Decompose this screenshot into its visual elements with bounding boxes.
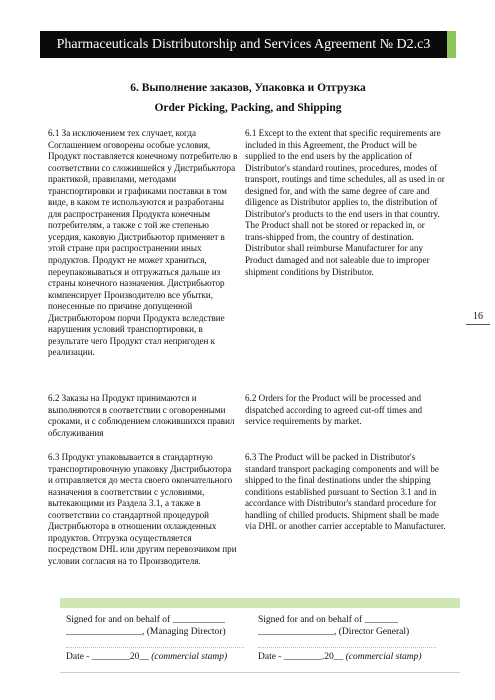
- signature-right-line1: Signed for and on behalf of _______: [258, 615, 398, 625]
- signature-right-line2: ________________, (Director General): [258, 627, 410, 637]
- paragraph-6-2-ru: 6.2 Заказы на Продукт принимаются и выполняются в соответствии с оговоренными сроками, и с соблюдением сложившихся правил обслуживания: [48, 393, 235, 438]
- signature-left-line1: Signed for and on behalf of ___________: [66, 615, 225, 625]
- section-title-ru: 6. Выполнение заказов, Упаковка и Отгрузка: [130, 82, 366, 94]
- divider-left: [66, 647, 244, 648]
- signature-right: [258, 614, 453, 638]
- date-left-text: Date - ________20__: [66, 652, 149, 662]
- signature-header-strip: [60, 598, 460, 608]
- document-header: [40, 31, 456, 58]
- paragraph-6-1-en: 6.1 Except to the extent that specific requirements are included in this Agreement, the Product will be supplied to the end users by the application of Distributor's standard routines, procedures, modes of transport, routings and time schedules, all as used in or designed for, and with the same degree of care and diligence as Distributor applies to, the distribution of Distributor's products to the end users in that country. The Product shall not be stored or repacked in, or trans-shipped from, the country of destination. Distributor shall reimburse Manufacturer for any Product damaged and not saleable due to improper shipment conditions by Distributor.: [245, 128, 445, 277]
- divider-right: [258, 647, 436, 648]
- commercial-stamp-left: (commercial stamp): [151, 652, 228, 662]
- signature-left: [66, 614, 256, 638]
- section-title-en: Order Picking, Packing, and Shipping: [154, 102, 342, 114]
- page-number: 16: [466, 311, 490, 325]
- date-left: [66, 651, 256, 663]
- commercial-stamp-right: (commercial stamp): [345, 652, 422, 662]
- bottom-divider: [60, 672, 460, 673]
- signature-section: [60, 598, 460, 678]
- date-right: [258, 651, 453, 663]
- paragraph-6-2-en: 6.2 Orders for the Product will be processed and dispatched according to agreed cut-off times and service requirements by market.: [245, 393, 423, 427]
- date-right-text: Date - ________.20__: [258, 652, 344, 662]
- document-title: Pharmaceuticals Distributorship and Services Agreement № D2.c3: [56, 37, 431, 52]
- signature-left-line2: ________________, (Managing Director): [66, 627, 226, 637]
- paragraph-6-1-ru: 6.1 За исключением тех случает, когда Соглашением оговорены особые условия, Продукт поставляется конечному потребителю в соответствии со сложившейся у Дистрибьютора практикой, правилами, методами транспортировки и графиками поставки в том виде, в каком те используются и разработаны для распространения Продукта конечным потребителям, а также с той же степенью усердия, каковую Дистрибьютор применяет в этой стране при распространении иных продуктов. Продукт не может храниться, переупаковываться и отгружаться дальше из страны конечного назначения. Дистрибьютор компенсирует Производителю все убытки, понесенные по причине допущенной Дистрибьютором порчи Продукта вследствие нарушения условий транспортировки, в результате чего Продукт стал непригоден к реализации.: [48, 128, 238, 358]
- paragraph-6-3-en: 6.3 The Product will be packed in Distributor's standard transport packaging components and will be shipped to the final destinations under the shipping conditions established pursuant to Section 3.1 and in accordance with Distributor's standard procedure for handling of chilled products. Shipment shall be made via DHL or another carrier acceptable to Manufacturer.: [245, 452, 446, 532]
- paragraph-6-3-ru: 6.3 Продукт упаковывается в стандартную транспортировочную упаковку Дистрибьютора и отправляется до места своего окончательного назначения в соответствии с условиями, вытекающими из Раздела 3.1, а также в соответствии со стандартной процедурой Дистрибьютора в отношении охлажденных продуктов. Отгрузка осуществляется посредством DHL или другим перевозчиком при условии согласия на то Производителя.: [48, 452, 237, 566]
